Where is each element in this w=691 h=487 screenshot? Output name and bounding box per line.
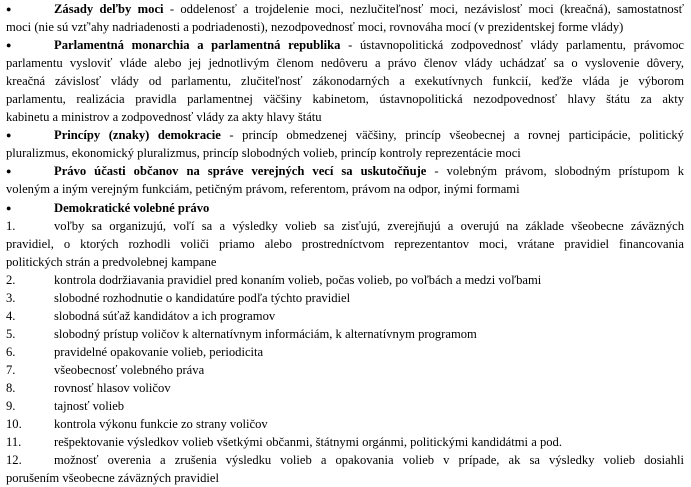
list-item-continuation: porušením všeobecne záväzných pravidiel	[6, 471, 219, 486]
bullet-first-line: Princípy (znaky) demokracie - princíp obmedzenej väčšiny, princíp všeobecnej a rovnej participácie, politický	[54, 128, 684, 143]
bullet-marker: ●	[6, 4, 12, 14]
bullet-item	[6, 162, 684, 180]
bullet-heading: Princípy (znaky) demokracie	[54, 128, 221, 143]
list-item-text: rovnosť hlasov voličov	[54, 380, 171, 395]
bullet-continuation: pluralizmus, ekonomický pluralizmus, princíp slobodných volieb, princíp kontroly reprezentácie moci	[6, 146, 521, 161]
bullet-item	[6, 199, 684, 217]
list-item	[6, 397, 684, 415]
list-item-text: slobodné rozhodnutie o kandidatúre podľa týchto pravidiel	[54, 290, 351, 305]
bullet-marker: ●	[6, 202, 12, 213]
bullet-continuation: parlamentu vysloviť vláde alebo jej jednotlivým členom nedôveru a právo členov vlády uchádzať sa o vyslovenie dôvery,	[6, 56, 684, 71]
list-number: 7.	[6, 362, 16, 377]
list-number: 12.	[6, 453, 22, 468]
list-item-text: kontrola výkonu funkcie zo strany voličov	[54, 417, 268, 432]
bullet-first-line: Právo účasti občanov na správe verejných vecí sa uskutočňuje - volebným právom, slobodným prístupom k	[54, 164, 684, 179]
list-number: 2.	[6, 272, 16, 287]
bullet-continuation: kabinetu a ministrov a zodpovednosť vlády za akty hlavy štátu	[6, 110, 322, 125]
bullet-marker: ●	[6, 166, 12, 177]
bullet-item	[6, 0, 684, 18]
list-item-text: slobodný prístup voličov k alternatívnym informáciám, k alternatívnym programom	[54, 326, 477, 341]
list-number: 9.	[6, 399, 16, 414]
list-number: 4.	[6, 308, 16, 323]
list-item-text: možnosť overenia a zrušenia výsledku volieb a opakovania volieb v prípade, ak sa výsledky volieb dosiahli	[54, 453, 684, 468]
bullet-heading: Parlamentná monarchia a parlamentná republika	[54, 38, 341, 53]
list-item-text: slobodná súťaž kandidátov a ich programov	[54, 308, 276, 323]
list-item	[6, 217, 684, 235]
list-item	[6, 325, 684, 343]
list-number: 11.	[6, 435, 22, 450]
bullet-heading: Zásady deľby moci	[54, 2, 164, 16]
list-number: 10.	[6, 417, 22, 432]
bullet-marker: ●	[6, 40, 12, 51]
list-item	[6, 271, 684, 289]
bullet-heading: Právo účasti občanov na správe verejných vecí sa uskutočňuje	[54, 164, 427, 179]
list-number: 5.	[6, 326, 16, 341]
list-number: 1.	[6, 218, 16, 233]
list-item	[6, 379, 684, 397]
list-item-text: kontrola dodržiavania pravidiel pred konaním volieb, počas volieb, po voľbách a medzi voľbami	[54, 272, 542, 287]
list-item	[6, 307, 684, 325]
list-item-text: pravidelné opakovanie volieb, periodicita	[54, 344, 264, 359]
list-item-continuation: pravidiel, o ktorých rozhodli voliči priamo alebo prostredníctvom reprezentantov moci, vrátane pravidiel financovania	[6, 236, 684, 251]
list-item	[6, 361, 684, 379]
list-item-text: voľby sa organizujú, voľí sa a výsledky volieb sa zisťujú, zverejňujú a overujú na základe všeobecne záväzných	[54, 218, 684, 233]
bullet-marker: ●	[6, 130, 12, 141]
list-item-text: rešpektovanie výsledkov volieb všetkými občanmi, štátnymi orgánmi, politickými kandidátmi a pod.	[54, 435, 562, 450]
bullet-first-line: Zásady deľby moci - oddelenosť a trojdelenie moci, nezlučiteľnosť moci, nezávislosť moci (kreačná), samostatnosť	[54, 2, 684, 16]
list-item	[6, 433, 684, 451]
list-item	[6, 415, 684, 433]
bullet-continuation: parlamentu, realizácia pravidla parlamentnej väčšiny kabinetom, ústavnopolitická nezodpovednosť hlavy štátu za akty	[6, 92, 684, 107]
list-number: 3.	[6, 290, 16, 305]
bullet-item	[6, 126, 684, 144]
list-item-text: všeobecnosť volebného práva	[54, 362, 205, 377]
bullet-first-line: Parlamentná monarchia a parlamentná republika - ústavnopolitická zodpovednosť vlády parlamentu, právomoc	[54, 38, 684, 53]
document-body	[6, 0, 684, 487]
list-number: 6.	[6, 344, 16, 359]
list-item	[6, 289, 684, 307]
list-number: 8.	[6, 380, 16, 395]
list-item-text: tajnosť volieb	[54, 399, 125, 414]
bullet-first-line	[54, 199, 684, 217]
list-item	[6, 451, 684, 469]
bullet-continuation: voleným a iným verejným funkciám, petičným právom, referentom, právom na odpor, inými formami	[6, 182, 520, 197]
list-item	[6, 343, 684, 361]
list-item-continuation: politických strán a predvolebnej kampane	[6, 254, 217, 269]
bullet-continuation: kreačná závislosť vlády od parlamentu, zlučiteľnosť zákonodarných a exekutívnych funkcií, keďže vláda je výborom	[6, 74, 684, 89]
bullet-heading: Demokratické volebné právo	[54, 200, 210, 215]
bullet-continuation: moci (nie sú vzť'ahy nadriadenosti a podriadenosti), nezodpovednosť moci, rovnováha mocí (v prezidentskej forme vlády)	[6, 20, 624, 35]
bullet-item	[6, 36, 684, 54]
